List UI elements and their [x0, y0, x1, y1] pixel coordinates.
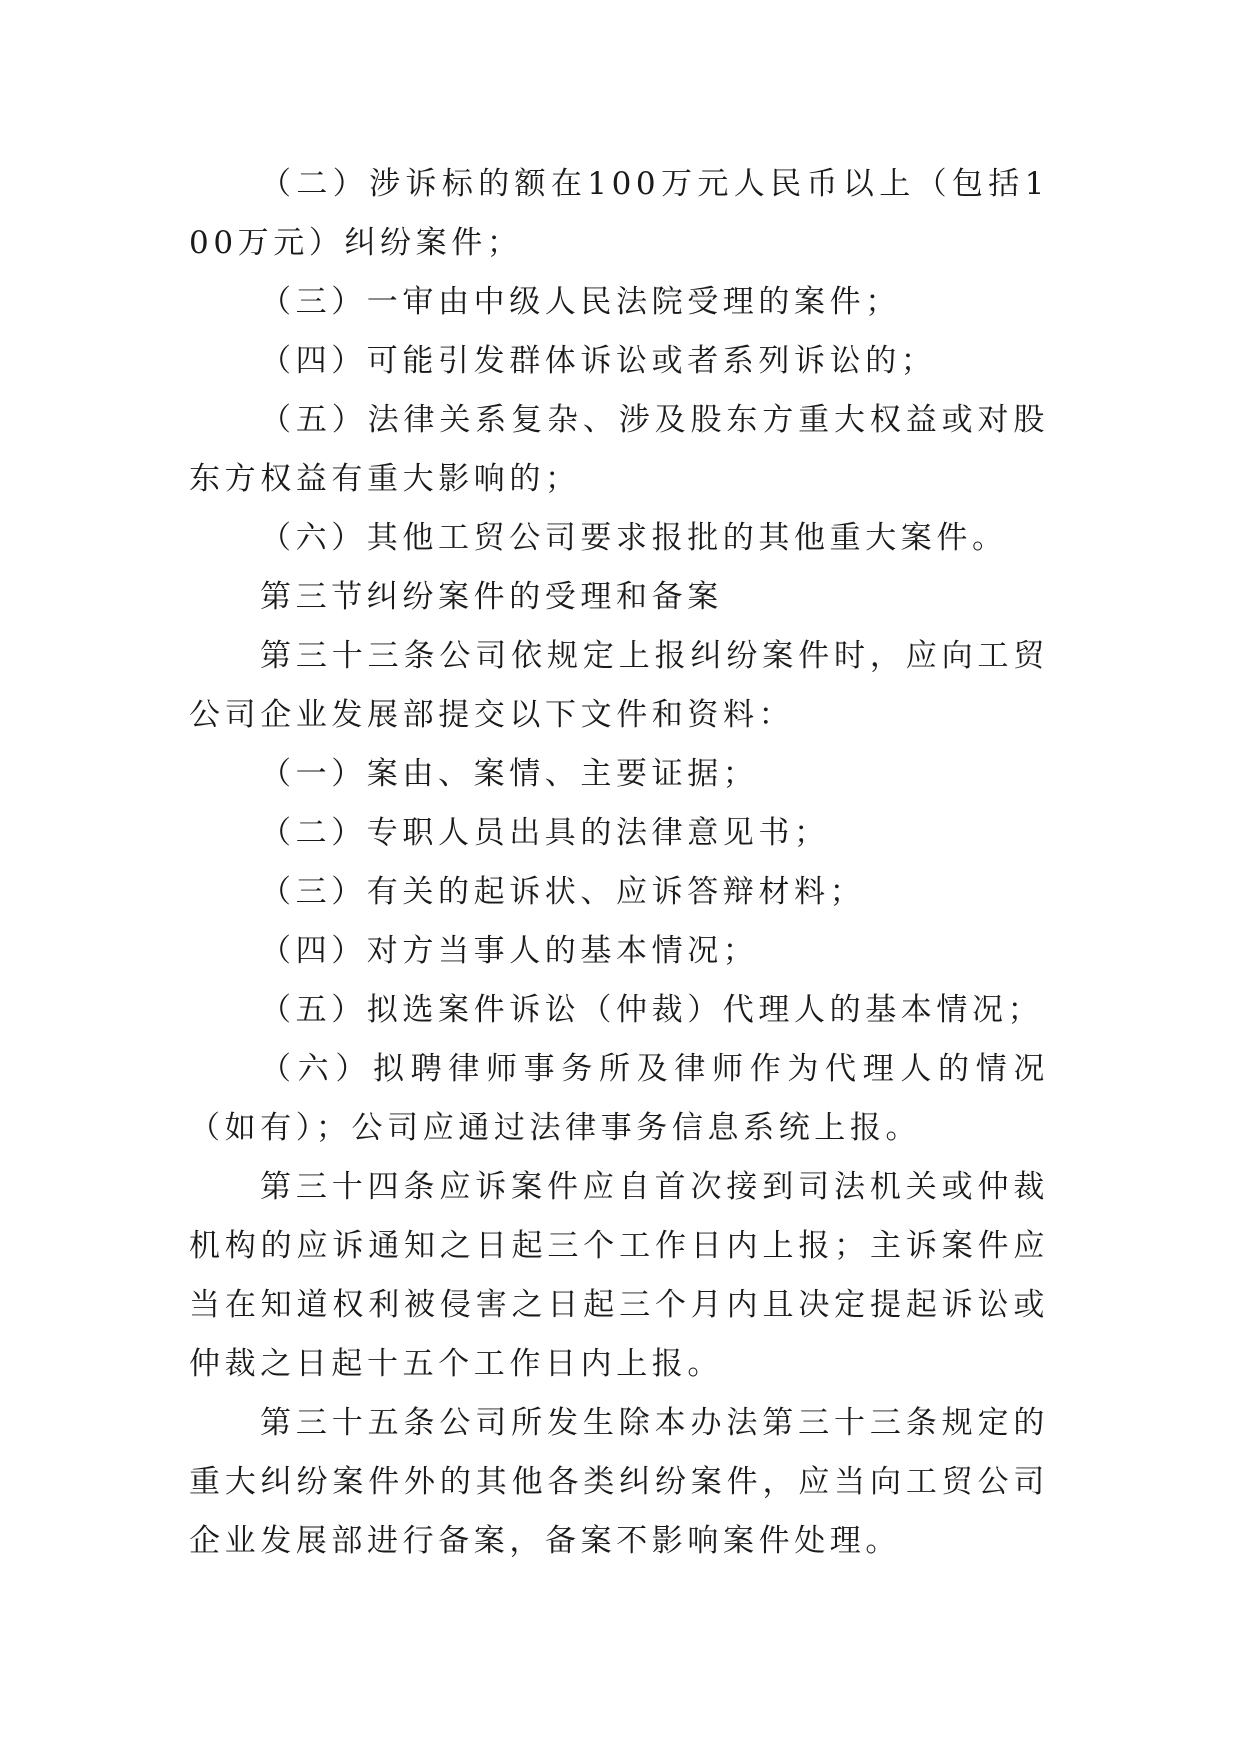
article-33-item-2: （二）专职人员出具的法律意见书；: [260, 815, 830, 851]
paragraph-item-2: （二）涉诉标的额在100万元人民币以上（包括100万元）纠纷案件；: [189, 166, 1049, 261]
article-33-item-6: （六）拟聘律师事务所及律师作为代理人的情况（如有）；公司应通过法律事务信息系统上报。: [189, 1051, 1049, 1146]
article-34: 第三十四条应诉案件应自首次接到司法机关或仲裁机构的应诉通知之日起三个工作日内上报；主诉案件应当在知道权利被侵害之日起三个月内且决定提起诉讼或仲裁之日起十五个工作日内上报。: [189, 1169, 1049, 1382]
article-33: 第三十三条公司依规定上报纠纷案件时，应向工贸公司企业发展部提交以下文件和资料：: [189, 638, 1049, 733]
paragraph-item-5: （五）法律关系复杂、涉及股东方重大权益或对股东方权益有重大影响的；: [189, 402, 1049, 497]
paragraph-item-6: （六）其他工贸公司要求报批的其他重大案件。: [260, 520, 1008, 556]
article-33-item-1: （一）案由、案情、主要证据；: [260, 756, 759, 792]
paragraph-item-3: （三）一审由中级人民法院受理的案件；: [260, 284, 901, 320]
document-body: [189, 155, 1049, 1571]
paragraph-item-4: （四）可能引发群体诉讼或者系列诉讼的；: [260, 343, 937, 379]
article-33-item-4: （四）对方当事人的基本情况；: [260, 933, 759, 969]
section-heading: 第三节纠纷案件的受理和备案: [260, 579, 723, 615]
article-35: 第三十五条公司所发生除本办法第三十三条规定的重大纠纷案件外的其他各类纠纷案件，应当向工贸公司企业发展部进行备案，备案不影响案件处理。: [189, 1405, 1049, 1559]
article-33-item-5: （五）拟选案件诉讼（仲裁）代理人的基本情况；: [260, 992, 1044, 1028]
article-33-item-3: （三）有关的起诉状、应诉答辩材料；: [260, 874, 866, 910]
